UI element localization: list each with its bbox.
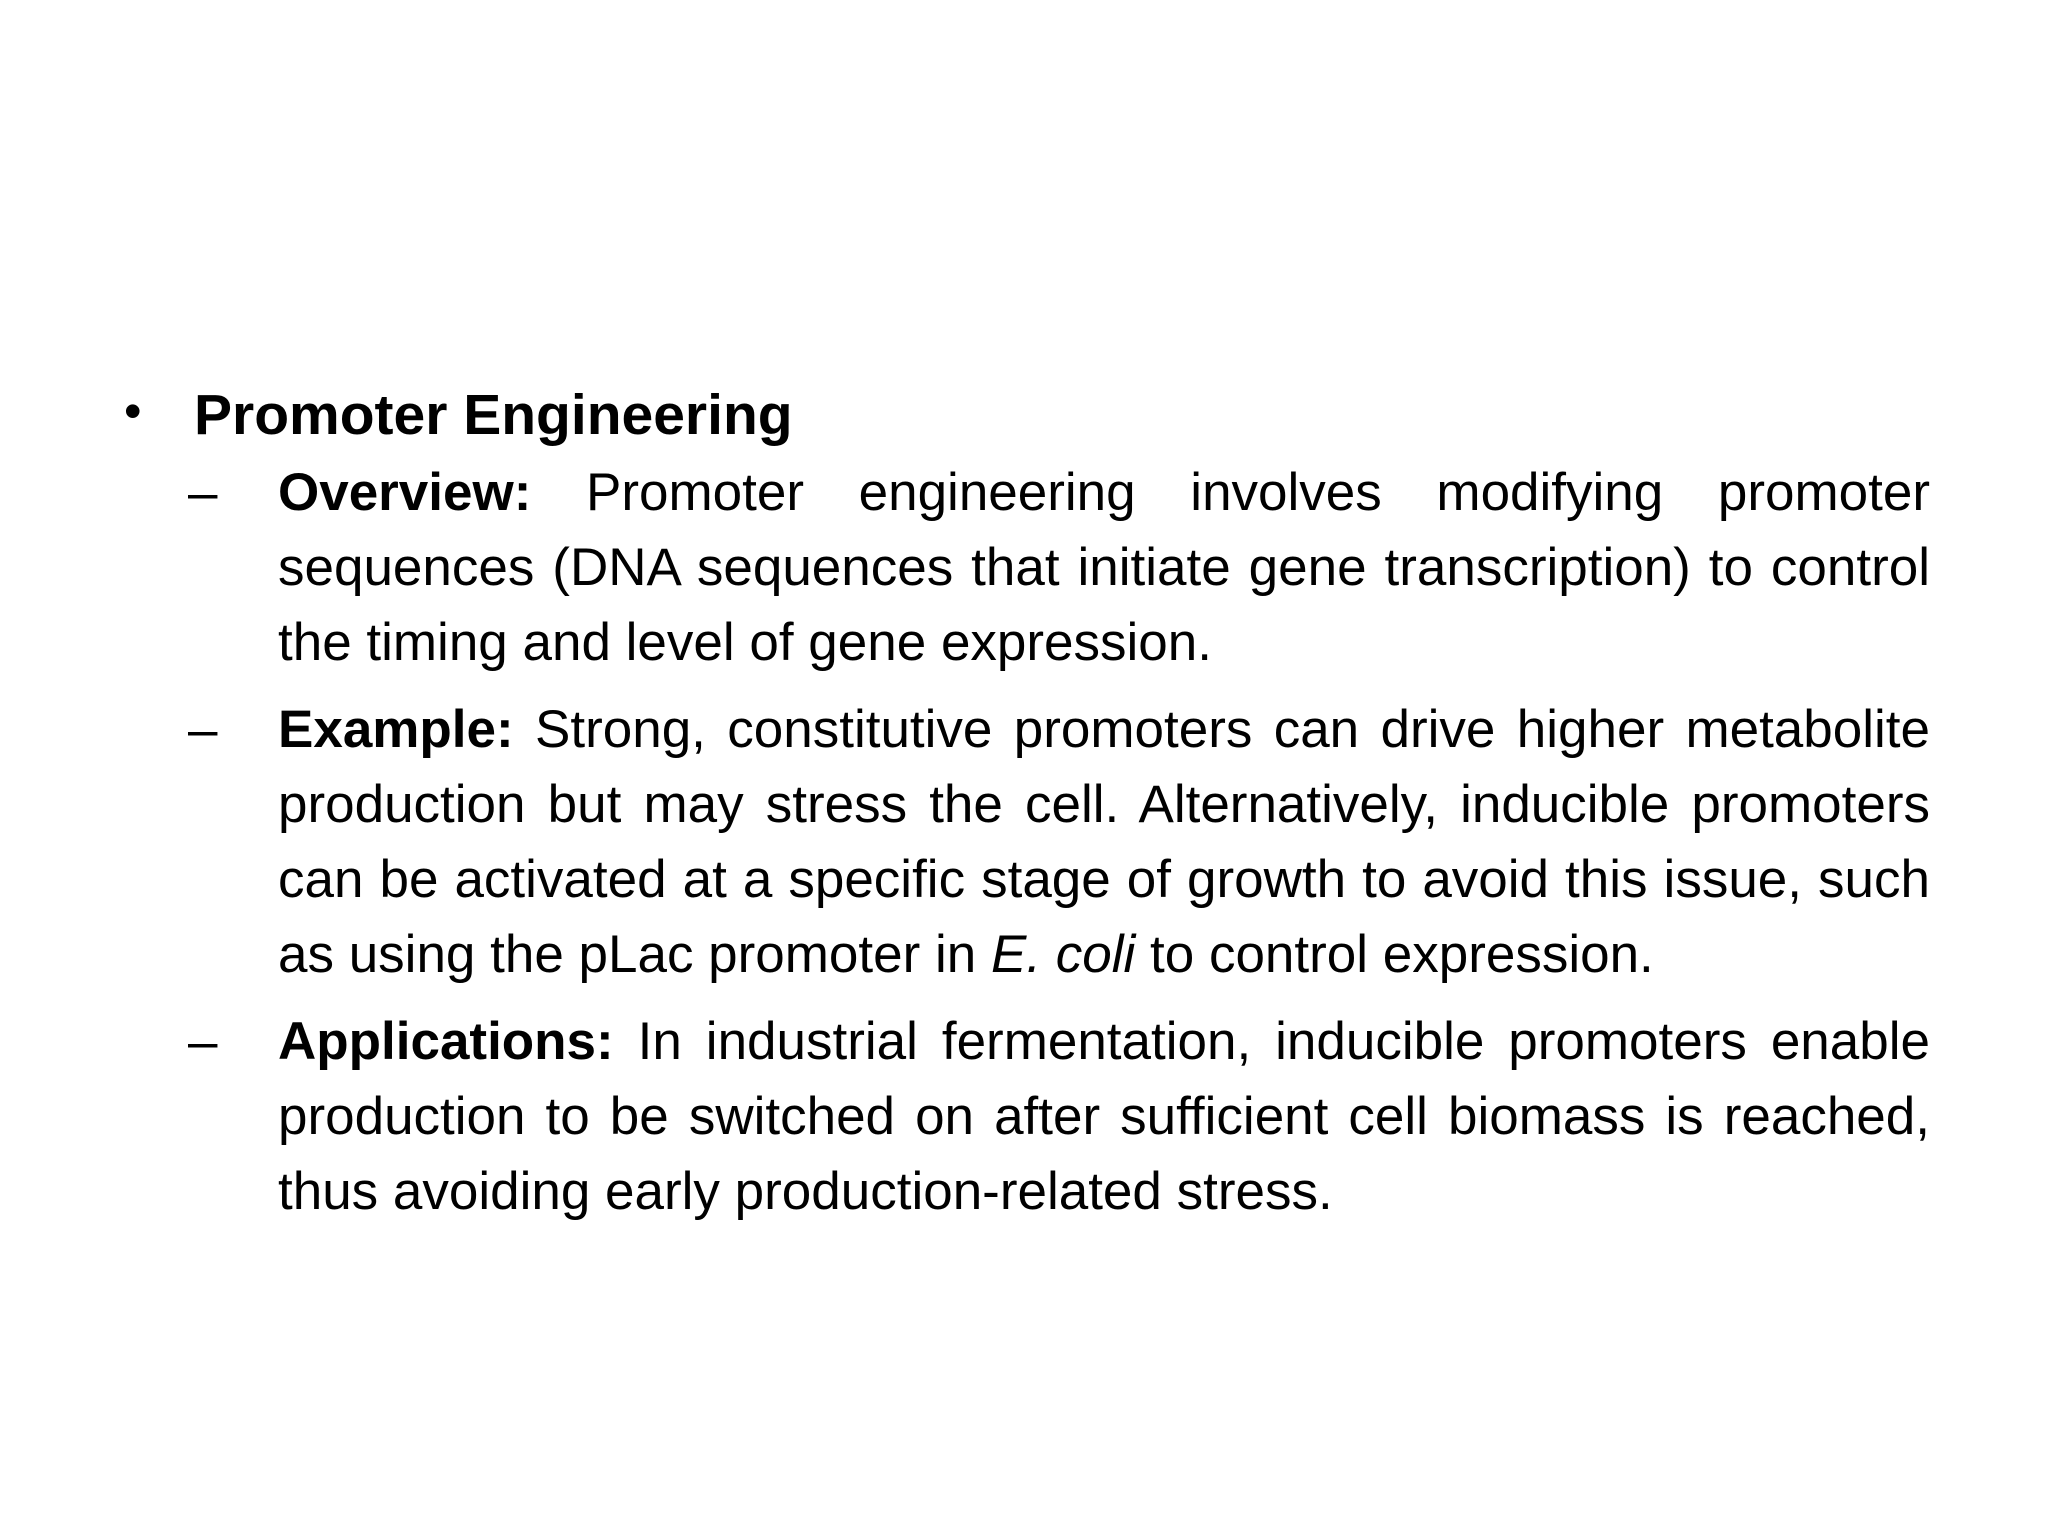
dash-icon: –	[188, 463, 218, 523]
dash-icon: –	[188, 1012, 218, 1072]
example-text-after: to control expression.	[1135, 925, 1654, 985]
dash-icon: –	[188, 700, 218, 760]
slide-content	[120, 378, 1930, 1241]
overview-label: Overview:	[278, 463, 532, 523]
sub-bullet-applications	[188, 1004, 1930, 1229]
sub-bullet-example	[188, 692, 1930, 992]
example-text: Strong, constitutive promoters can drive higher metabolite production but may stress the cell. Alternatively, inducible promoters can be activated at a specific stage of growth to avoid this issue, such as using the pLac promoter in	[278, 700, 1930, 985]
example-species-italic: E. coli	[990, 925, 1136, 985]
applications-label: Applications:	[278, 1012, 614, 1072]
sub-bullet-overview	[188, 455, 1930, 680]
overview-text: Promoter engineering involves modifying promoter sequences (DNA sequences that initiate gene transcription) to control the timing and level of gene expression.	[278, 463, 1930, 673]
bullet-icon: •	[124, 383, 142, 439]
example-label: Example:	[278, 700, 514, 760]
applications-text: In industrial fermentation, inducible promoters enable production to be switched on after sufficient cell biomass is reached, thus avoiding early production-related stress.	[278, 1012, 1930, 1222]
heading-title: Promoter Engineering	[194, 383, 793, 447]
bullet-heading	[120, 378, 1930, 453]
